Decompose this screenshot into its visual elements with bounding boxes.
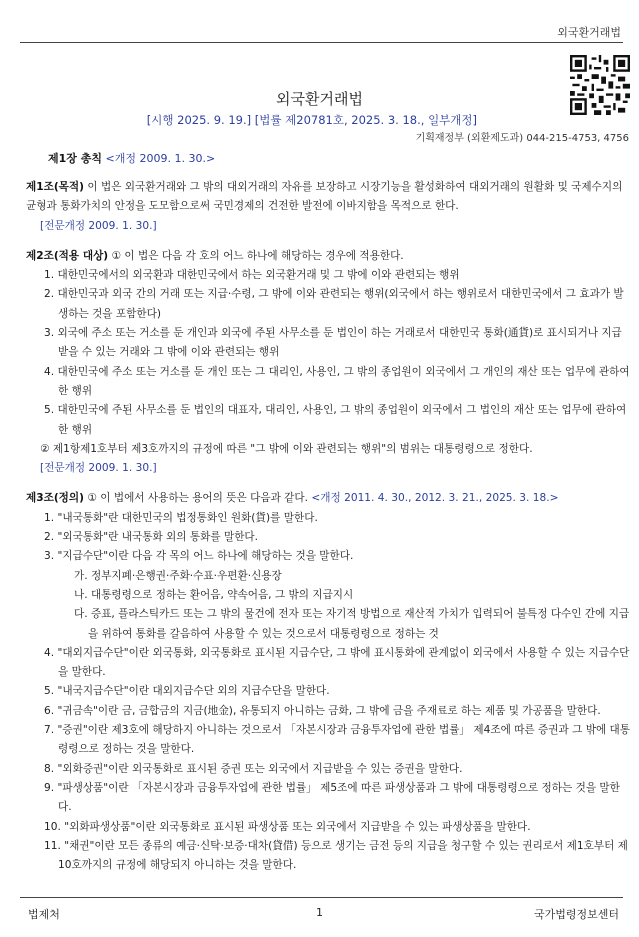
article-1-text [26, 178, 630, 217]
footer-source: 법제처 [28, 908, 60, 921]
article-3-amend-note: <개정 2011. 4. 30., 2012. 3. 21., 2025. 3. 18.> [311, 492, 559, 505]
list-item: 11. "채권"이란 모든 종류의 예금·신탁·보증·대차(貸借) 등으로 생기는 금전 등의 지급을 청구할 수 있는 권리로서 제1호부터 제10호까지의 규정에 해당되지 아니하는 것을 말한다. [44, 839, 628, 872]
sub-item: 나. 대통령령으로 정하는 환어음, 약속어음, 그 밖의 지급지시 [74, 588, 354, 601]
chapter-amend-note: <개정 2009. 1. 30.> [105, 152, 216, 165]
header-law-name: 외국환거래법 [557, 26, 621, 39]
article-2-body: ① 이 법은 다음 각 호의 어느 하나에 해당하는 경우에 적용한다. [108, 249, 404, 262]
article-3 [26, 489, 630, 875]
article-2-amend-note: [전문개정 2009. 1. 30.] [40, 462, 157, 475]
article-1-amend-note: [전문개정 2009. 1. 30.] [40, 219, 157, 232]
article-3-heading: 제3조(정의) [26, 492, 84, 505]
list-item: 5. 대한민국에 주된 사무소를 둔 법인의 대표자, 대리인, 사용인, 그 밖의 종업원이 외국에서 그 법인의 재산 또는 업무에 관하여 한 행위 [44, 404, 627, 436]
law-body [26, 178, 630, 875]
page-number: 1 [316, 906, 323, 919]
sub-item: 다. 증표, 플라스틱카드 또는 그 밖의 물건에 전자 또는 자기적 방법으로 재산적 가치가 입력되어 불특정 다수인 간에 지급을 위하여 통화를 갈음하여 사용할 수 있는 것으로서 대통령령으로 정하는 것 [74, 608, 630, 640]
list-item: 1. "내국통화"란 대한민국의 법정통화인 원화(貨)를 말한다. [44, 511, 318, 524]
footer-publisher: 국가법령정보센터 [533, 908, 619, 921]
sub-item: 가. 정부지폐·은행권·주화·수표·우편환·신용장 [74, 569, 282, 582]
article-2-intro [26, 247, 630, 266]
article-3-body: ① 이 법에서 사용하는 용어의 뜻은 다음과 같다. [84, 492, 312, 505]
department-contact: 기획재정부 (외환제도과) 044-215-4753, 4756 [415, 133, 629, 144]
chapter-label: 제1장 총칙 [48, 152, 102, 165]
list-item: 5. "내국지급수단"이란 대외지급수단 외의 지급수단을 말한다. [44, 685, 330, 698]
header-divider [20, 42, 623, 43]
list-item: 3. 외국에 주소 또는 거소를 둔 개인과 외국에 주된 사무소를 둔 법인이 하는 거래로서 대한민국 통화(通貨)로 표시되거나 지급받을 수 있는 거래와 그 밖에 이와 관련되는 행위 [44, 327, 622, 359]
list-item: 7. "증권"이란 제3호에 해당하지 아니하는 것으로서 「자본시장과 금융투자업에 관한 법률」 제4조에 따른 증권과 그 밖에 대통령령으로 정하는 것을 말한다. [44, 724, 631, 756]
article-1 [26, 178, 630, 236]
article-2 [26, 247, 630, 479]
list-item: 2. 대한민국과 외국 간의 거래 또는 지급·수령, 그 밖에 이와 관련되는 행위(외국에서 하는 행위로서 대한민국에서 그 효과가 발생하는 것을 포함한다) [44, 288, 624, 320]
article-3-intro [26, 489, 630, 508]
list-item: 6. "귀금속"이란 금, 금합금의 지금(地金), 유통되지 아니하는 금화, 그 밖에 금을 주재료로 하는 제품 및 가공품을 말한다. [44, 704, 601, 717]
chapter-heading [48, 150, 215, 166]
list-item: 4. 대한민국에 주소 또는 거소를 둔 개인 또는 그 대리인, 사용인, 그 밖의 종업원이 외국에서 그 개인의 재산 또는 업무에 관하여 한 행위 [44, 365, 630, 397]
list-item: 3. "지급수단"이란 다음 각 목의 어느 하나에 해당하는 것을 말한다. [44, 550, 354, 563]
document-title: 외국환거래법 [276, 90, 363, 108]
list-item: 1. 대한민국에서의 외국환과 대한민국에서 하는 외국환거래 및 그 밖에 이와 관련되는 행위 [44, 269, 460, 282]
list-item: 10. "외화파생상품"이란 외국통화로 표시된 파생상품 또는 외국에서 지급받을 수 있는 파생상품을 말한다. [44, 820, 531, 833]
list-item: 8. "외화증권"이란 외국통화로 표시된 증권 또는 외국에서 지급받을 수 있는 증권을 말한다. [44, 762, 463, 775]
enforcement-info: [시행 2025. 9. 19.] [법률 제20781호, 2025. 3. 18., 일부개정] [146, 113, 477, 127]
article-2-heading: 제2조(적용 대상) [26, 249, 109, 262]
footer-divider [20, 897, 623, 898]
list-item: 9. "파생상품"이란 「자본시장과 금융투자업에 관한 법률」 제5조에 따른 파생상품과 그 밖에 대통령령으로 정하는 것을 말한다. [44, 781, 620, 814]
article-1-heading: 제1조(목적) [26, 181, 84, 193]
list-item: 4. "대외지급수단"이란 외국통화, 외국통화로 표시된 지급수단, 그 밖에 표시통화에 관계없이 외국에서 사용할 수 있는 지급수단을 말한다. [44, 646, 630, 679]
article-2-paragraph-2: ② 제1항제1호부터 제3호까지의 규정에 따른 "그 밖에 이와 관련되는 행위"의 범위는 대통령령으로 정한다. [40, 442, 533, 455]
list-item: 2. "외국통화"란 내국통화 외의 통화를 말한다. [44, 531, 259, 544]
article-1-body: 이 법은 외국환거래와 그 밖의 대외거래의 자유를 보장하고 시장기능을 활성화하여 대외거래의 원활화 및 국제수지의 균형과 통화가치의 안정을 도모함으로써 국민경제의 건전한 발전에 이바지함을 목적으로 한다. [26, 181, 623, 213]
